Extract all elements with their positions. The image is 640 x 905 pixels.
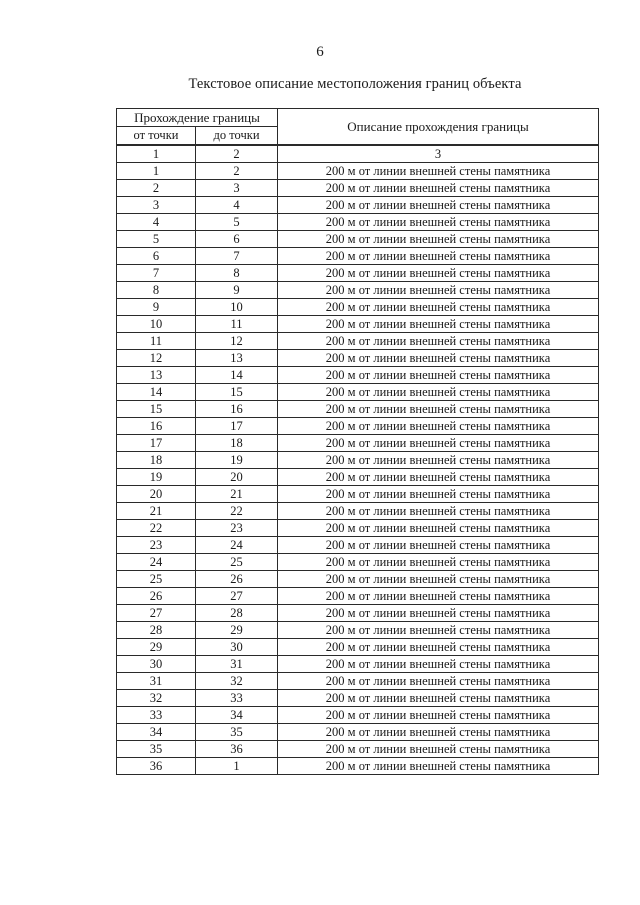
cell-from-point: 34 [117,724,196,741]
cell-description: 200 м от линии внешней стены памятника [278,333,599,350]
cell-from-point: 21 [117,503,196,520]
cell-to-point: 11 [196,316,278,333]
table-header-row [117,109,599,127]
table-row [117,520,599,537]
cell-to-point: 12 [196,333,278,350]
cell-to-point: 31 [196,656,278,673]
cell-description: 200 м от линии внешней стены памятника [278,197,599,214]
cell-from-point: 8 [117,282,196,299]
cell-description: 200 м от линии внешней стены памятника [278,741,599,758]
cell-description: 200 м от линии внешней стены памятника [278,758,599,775]
cell-to-point: 1 [196,758,278,775]
cell-description: 200 м от линии внешней стены памятника [278,180,599,197]
table-row [117,197,599,214]
cell-description: 200 м от линии внешней стены памятника [278,622,599,639]
cell-to-point: 32 [196,673,278,690]
header-description: Описание прохождения границы [278,109,599,146]
cell-description: 200 м от линии внешней стены памятника [278,707,599,724]
cell-from-point: 2 [117,180,196,197]
cell-from-point: 23 [117,537,196,554]
table-row [117,299,599,316]
cell-from-point: 10 [117,316,196,333]
table-row [117,469,599,486]
cell-description: 200 м от линии внешней стены памятника [278,571,599,588]
cell-description: 200 м от линии внешней стены памятника [278,520,599,537]
cell-description: 200 м от линии внешней стены памятника [278,554,599,571]
cell-from-point: 19 [117,469,196,486]
boundary-table [116,108,599,775]
cell-from-point: 1 [117,163,196,180]
cell-from-point: 20 [117,486,196,503]
cell-to-point: 30 [196,639,278,656]
document-title: Текстовое описание местоположения границ объекта [188,76,522,92]
cell-from-point: 24 [117,554,196,571]
cell-description: 200 м от линии внешней стены памятника [278,690,599,707]
cell-from-point: 26 [117,588,196,605]
header-passage: Прохождение границы [117,109,278,127]
cell-description: 200 м от линии внешней стены памятника [278,401,599,418]
column-number: 3 [278,145,599,163]
table-row [117,367,599,384]
cell-from-point: 27 [117,605,196,622]
cell-description: 200 м от линии внешней стены памятника [278,452,599,469]
cell-description: 200 м от линии внешней стены памятника [278,605,599,622]
cell-to-point: 28 [196,605,278,622]
cell-to-point: 29 [196,622,278,639]
cell-description: 200 м от линии внешней стены памятника [278,282,599,299]
cell-description: 200 м от линии внешней стены памятника [278,639,599,656]
table-row [117,605,599,622]
cell-from-point: 11 [117,333,196,350]
cell-description: 200 м от линии внешней стены памятника [278,316,599,333]
cell-description: 200 м от линии внешней стены памятника [278,299,599,316]
table-row [117,333,599,350]
table-row [117,537,599,554]
table-row [117,639,599,656]
cell-to-point: 22 [196,503,278,520]
table-row [117,707,599,724]
cell-to-point: 24 [196,537,278,554]
table-row [117,282,599,299]
cell-description: 200 м от линии внешней стены памятника [278,503,599,520]
table-row [117,248,599,265]
cell-to-point: 34 [196,707,278,724]
cell-from-point: 15 [117,401,196,418]
column-number: 1 [117,145,196,163]
cell-to-point: 3 [196,180,278,197]
table-row [117,554,599,571]
cell-to-point: 27 [196,588,278,605]
cell-description: 200 м от линии внешней стены памятника [278,656,599,673]
table-row [117,741,599,758]
table-row [117,503,599,520]
cell-to-point: 20 [196,469,278,486]
cell-to-point: 18 [196,435,278,452]
cell-to-point: 15 [196,384,278,401]
cell-description: 200 м от линии внешней стены памятника [278,384,599,401]
cell-to-point: 5 [196,214,278,231]
cell-to-point: 33 [196,690,278,707]
table-row [117,656,599,673]
cell-to-point: 19 [196,452,278,469]
cell-from-point: 35 [117,741,196,758]
table-row [117,435,599,452]
cell-description: 200 м от линии внешней стены памятника [278,350,599,367]
cell-from-point: 18 [117,452,196,469]
cell-description: 200 м от линии внешней стены памятника [278,231,599,248]
cell-from-point: 5 [117,231,196,248]
cell-description: 200 м от линии внешней стены памятника [278,367,599,384]
cell-description: 200 м от линии внешней стены памятника [278,418,599,435]
cell-from-point: 7 [117,265,196,282]
cell-to-point: 13 [196,350,278,367]
cell-from-point: 17 [117,435,196,452]
cell-from-point: 36 [117,758,196,775]
table-row [117,384,599,401]
cell-to-point: 8 [196,265,278,282]
cell-from-point: 33 [117,707,196,724]
header-to-point: до точки [196,127,278,146]
cell-to-point: 17 [196,418,278,435]
cell-from-point: 16 [117,418,196,435]
cell-description: 200 м от линии внешней стены памятника [278,724,599,741]
table-row [117,265,599,282]
table-row [117,724,599,741]
cell-from-point: 31 [117,673,196,690]
cell-to-point: 7 [196,248,278,265]
cell-to-point: 6 [196,231,278,248]
cell-from-point: 29 [117,639,196,656]
cell-to-point: 16 [196,401,278,418]
table-body [117,145,599,775]
table-row [117,316,599,333]
table-row [117,231,599,248]
cell-from-point: 4 [117,214,196,231]
cell-description: 200 м от линии внешней стены памятника [278,214,599,231]
table-row [117,180,599,197]
cell-from-point: 28 [117,622,196,639]
cell-from-point: 22 [117,520,196,537]
cell-to-point: 21 [196,486,278,503]
cell-description: 200 м от линии внешней стены памятника [278,537,599,554]
cell-from-point: 30 [117,656,196,673]
table-row [117,452,599,469]
table-row [117,486,599,503]
cell-description: 200 м от линии внешней стены памятника [278,486,599,503]
page-number: 6 [316,44,324,60]
cell-description: 200 м от линии внешней стены памятника [278,673,599,690]
table-row [117,214,599,231]
table-row [117,622,599,639]
cell-to-point: 4 [196,197,278,214]
table-row [117,690,599,707]
cell-description: 200 м от линии внешней стены памятника [278,469,599,486]
cell-from-point: 12 [117,350,196,367]
cell-description: 200 м от линии внешней стены памятника [278,435,599,452]
column-number-row [117,145,599,163]
cell-description: 200 м от линии внешней стены памятника [278,265,599,282]
cell-to-point: 36 [196,741,278,758]
cell-from-point: 14 [117,384,196,401]
cell-to-point: 26 [196,571,278,588]
table-row [117,588,599,605]
cell-description: 200 м от линии внешней стены памятника [278,588,599,605]
table-row [117,758,599,775]
cell-to-point: 9 [196,282,278,299]
column-number: 2 [196,145,278,163]
header-from-point: от точки [117,127,196,146]
cell-from-point: 32 [117,690,196,707]
cell-to-point: 2 [196,163,278,180]
table-row [117,163,599,180]
cell-to-point: 10 [196,299,278,316]
cell-from-point: 9 [117,299,196,316]
cell-from-point: 3 [117,197,196,214]
cell-to-point: 14 [196,367,278,384]
table-row [117,571,599,588]
table-row [117,673,599,690]
cell-to-point: 35 [196,724,278,741]
table-row [117,418,599,435]
table-row [117,350,599,367]
cell-description: 200 м от линии внешней стены памятника [278,248,599,265]
table-row [117,401,599,418]
cell-description: 200 м от линии внешней стены памятника [278,163,599,180]
cell-from-point: 13 [117,367,196,384]
cell-from-point: 25 [117,571,196,588]
cell-to-point: 23 [196,520,278,537]
cell-to-point: 25 [196,554,278,571]
cell-from-point: 6 [117,248,196,265]
